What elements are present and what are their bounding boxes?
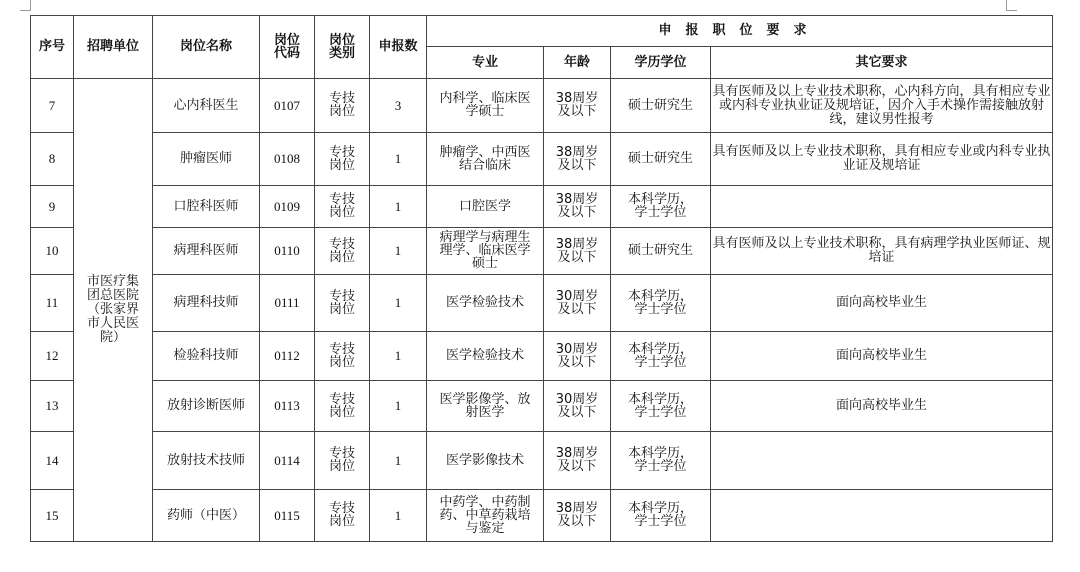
major-text: 医学检验技术 bbox=[445, 295, 524, 310]
cell-count: 1 bbox=[370, 133, 427, 186]
education-text: 本科学历，学士学位 bbox=[627, 501, 693, 529]
table-row bbox=[31, 133, 1053, 186]
cell-post-type bbox=[315, 332, 370, 381]
major-text: 口腔医学 bbox=[458, 198, 511, 214]
cell-post-code: 0113 bbox=[260, 381, 315, 432]
cell-education bbox=[611, 332, 711, 381]
cell-education bbox=[611, 275, 711, 332]
cell-count: 1 bbox=[370, 228, 427, 275]
cell-post-code: 0112 bbox=[260, 332, 315, 381]
cell-post-name: 检验科技师 bbox=[153, 332, 260, 381]
cell-post-type bbox=[315, 381, 370, 432]
header-post-type bbox=[315, 16, 370, 79]
cell-education bbox=[611, 79, 711, 133]
cell-major bbox=[427, 490, 544, 542]
cell-post-name: 肿瘤医师 bbox=[153, 133, 260, 186]
cell-post-code: 0109 bbox=[260, 186, 315, 228]
header-education: 学历学位 bbox=[611, 47, 711, 79]
cell-count: 1 bbox=[370, 332, 427, 381]
cell-age bbox=[544, 381, 611, 432]
cell-major bbox=[427, 186, 544, 228]
cell-education bbox=[611, 186, 711, 228]
major-text: 肿瘤学、中西医结合临床 bbox=[439, 144, 531, 173]
cell-age bbox=[544, 228, 611, 275]
cell-post-type bbox=[315, 186, 370, 228]
cell-post-type bbox=[315, 228, 370, 275]
cell-major bbox=[427, 275, 544, 332]
cell-major bbox=[427, 228, 544, 275]
table-row bbox=[31, 186, 1053, 228]
cell-seq: 8 bbox=[31, 133, 74, 186]
post-type-text: 专技岗位 bbox=[328, 192, 355, 220]
education-text: 硕士研究生 bbox=[627, 243, 693, 258]
cell-post-name: 药师（中医） bbox=[153, 490, 260, 542]
major-text: 病理学与病理生理学、临床医学硕士 bbox=[439, 230, 531, 271]
cell-post-type bbox=[315, 275, 370, 332]
table-row bbox=[31, 79, 1053, 133]
cell-post-name: 放射诊断医师 bbox=[153, 381, 260, 432]
cell-post-type bbox=[315, 432, 370, 490]
cell-post-code: 0114 bbox=[260, 432, 315, 490]
age-text: 38周岁及以下 bbox=[555, 236, 599, 265]
cell-post-code: 0108 bbox=[260, 133, 315, 186]
page-corner-mark-left bbox=[20, 0, 31, 11]
post-type-text: 专技岗位 bbox=[328, 391, 355, 420]
cell-age bbox=[544, 432, 611, 490]
cell-seq: 13 bbox=[31, 381, 74, 432]
post-type-text: 专技岗位 bbox=[328, 236, 355, 265]
education-text: 本科学历，学士学位 bbox=[627, 288, 693, 317]
education-text: 硕士研究生 bbox=[627, 97, 693, 113]
cell-post-type bbox=[315, 490, 370, 542]
table-row bbox=[31, 332, 1053, 381]
age-text: 38周岁及以下 bbox=[555, 144, 599, 173]
cell-major bbox=[427, 381, 544, 432]
age-text: 38周岁及以下 bbox=[555, 91, 599, 119]
cell-seq: 15 bbox=[31, 490, 74, 542]
age-text: 30周岁及以下 bbox=[555, 288, 599, 317]
major-text: 中药学、中药制药、中草药栽培与鉴定 bbox=[439, 494, 531, 536]
cell-other: 面向高校毕业生 bbox=[711, 332, 1053, 381]
header-other: 其它要求 bbox=[711, 47, 1053, 79]
post-type-text: 专技岗位 bbox=[328, 501, 355, 529]
cell-age bbox=[544, 79, 611, 133]
age-text: 38周岁及以下 bbox=[555, 501, 599, 529]
post-type-text: 专技岗位 bbox=[328, 341, 355, 370]
cell-age bbox=[544, 490, 611, 542]
cell-other: 具有医师及以上专业技术职称，心内科方向，具有相应专业或内科专业执业证及规培证，因介入手术操作需接触放射线，建议男性报考 bbox=[711, 79, 1053, 133]
post-type-text: 专技岗位 bbox=[328, 91, 355, 119]
major-text: 内科学、临床医学硕士 bbox=[439, 91, 531, 119]
table-row bbox=[31, 490, 1053, 542]
post-type-text: 专技岗位 bbox=[328, 288, 355, 317]
major-text: 医学影像技术 bbox=[445, 452, 524, 468]
age-text: 30周岁及以下 bbox=[555, 341, 599, 370]
cell-count: 1 bbox=[370, 275, 427, 332]
cell-count: 1 bbox=[370, 381, 427, 432]
cell-education bbox=[611, 133, 711, 186]
cell-post-name: 放射技术技师 bbox=[153, 432, 260, 490]
cell-seq: 12 bbox=[31, 332, 74, 381]
header-post-code-text: 岗位代码 bbox=[273, 32, 300, 61]
cell-other: 具有医师及以上专业技术职称，具有相应专业或内科专业执业证及规培证 bbox=[711, 133, 1053, 186]
cell-seq: 11 bbox=[31, 275, 74, 332]
header-post-name: 岗位名称 bbox=[153, 16, 260, 79]
cell-post-name: 心内科医生 bbox=[153, 79, 260, 133]
cell-seq: 10 bbox=[31, 228, 74, 275]
header-major: 专业 bbox=[427, 47, 544, 79]
cell-count: 1 bbox=[370, 432, 427, 490]
cell-post-code: 0110 bbox=[260, 228, 315, 275]
cell-age bbox=[544, 275, 611, 332]
cell-seq: 14 bbox=[31, 432, 74, 490]
unit-name: 市医疗集团总医院（张家界市人民医院） bbox=[86, 274, 139, 345]
cell-age bbox=[544, 332, 611, 381]
cell-post-type bbox=[315, 133, 370, 186]
table-row bbox=[31, 381, 1053, 432]
age-text: 30周岁及以下 bbox=[555, 391, 599, 420]
recruitment-table bbox=[30, 15, 1053, 542]
cell-count: 1 bbox=[370, 490, 427, 542]
post-type-text: 专技岗位 bbox=[328, 446, 355, 474]
header-post-code bbox=[260, 16, 315, 79]
education-text: 本科学历，学士学位 bbox=[627, 341, 693, 370]
cell-major bbox=[427, 332, 544, 381]
cell-count: 3 bbox=[370, 79, 427, 133]
cell-other: 面向高校毕业生 bbox=[711, 275, 1053, 332]
age-text: 38周岁及以下 bbox=[555, 446, 599, 474]
cell-other bbox=[711, 186, 1053, 228]
table-row bbox=[31, 432, 1053, 490]
cell-post-code: 0111 bbox=[260, 275, 315, 332]
education-text: 本科学历，学士学位 bbox=[627, 192, 693, 220]
cell-post-name: 病理科技师 bbox=[153, 275, 260, 332]
major-text: 医学检验技术 bbox=[445, 348, 524, 363]
cell-major bbox=[427, 133, 544, 186]
header-count: 申报数 bbox=[370, 16, 427, 79]
cell-other bbox=[711, 490, 1053, 542]
table-row bbox=[31, 275, 1053, 332]
cell-age bbox=[544, 133, 611, 186]
age-text: 38周岁及以下 bbox=[555, 192, 599, 220]
cell-other: 面向高校毕业生 bbox=[711, 381, 1053, 432]
header-unit: 招聘单位 bbox=[74, 16, 153, 79]
cell-major bbox=[427, 432, 544, 490]
header-seq: 序号 bbox=[31, 16, 74, 79]
post-type-text: 专技岗位 bbox=[328, 144, 355, 173]
cell-education bbox=[611, 381, 711, 432]
cell-post-code: 0115 bbox=[260, 490, 315, 542]
cell-unit bbox=[74, 79, 153, 542]
cell-other: 具有医师及以上专业技术职称，具有病理学执业医师证、规培证 bbox=[711, 228, 1053, 275]
cell-age bbox=[544, 186, 611, 228]
header-post-type-text: 岗位类别 bbox=[328, 32, 355, 61]
header-requirements: 申报职位要求 bbox=[427, 16, 1053, 47]
cell-seq: 9 bbox=[31, 186, 74, 228]
cell-major bbox=[427, 79, 544, 133]
cell-education bbox=[611, 432, 711, 490]
major-text: 医学影像学、放射医学 bbox=[439, 391, 531, 420]
cell-other bbox=[711, 432, 1053, 490]
education-text: 本科学历，学士学位 bbox=[627, 391, 693, 420]
page-corner-mark-right bbox=[1006, 0, 1017, 11]
education-text: 硕士研究生 bbox=[627, 151, 693, 166]
cell-seq: 7 bbox=[31, 79, 74, 133]
cell-education bbox=[611, 490, 711, 542]
cell-post-name: 病理科医师 bbox=[153, 228, 260, 275]
cell-count: 1 bbox=[370, 186, 427, 228]
table-row bbox=[31, 228, 1053, 275]
cell-post-code: 0107 bbox=[260, 79, 315, 133]
education-text: 本科学历，学士学位 bbox=[627, 446, 693, 474]
cell-post-type bbox=[315, 79, 370, 133]
cell-post-name: 口腔科医师 bbox=[153, 186, 260, 228]
header-age: 年龄 bbox=[544, 47, 611, 79]
cell-education bbox=[611, 228, 711, 275]
